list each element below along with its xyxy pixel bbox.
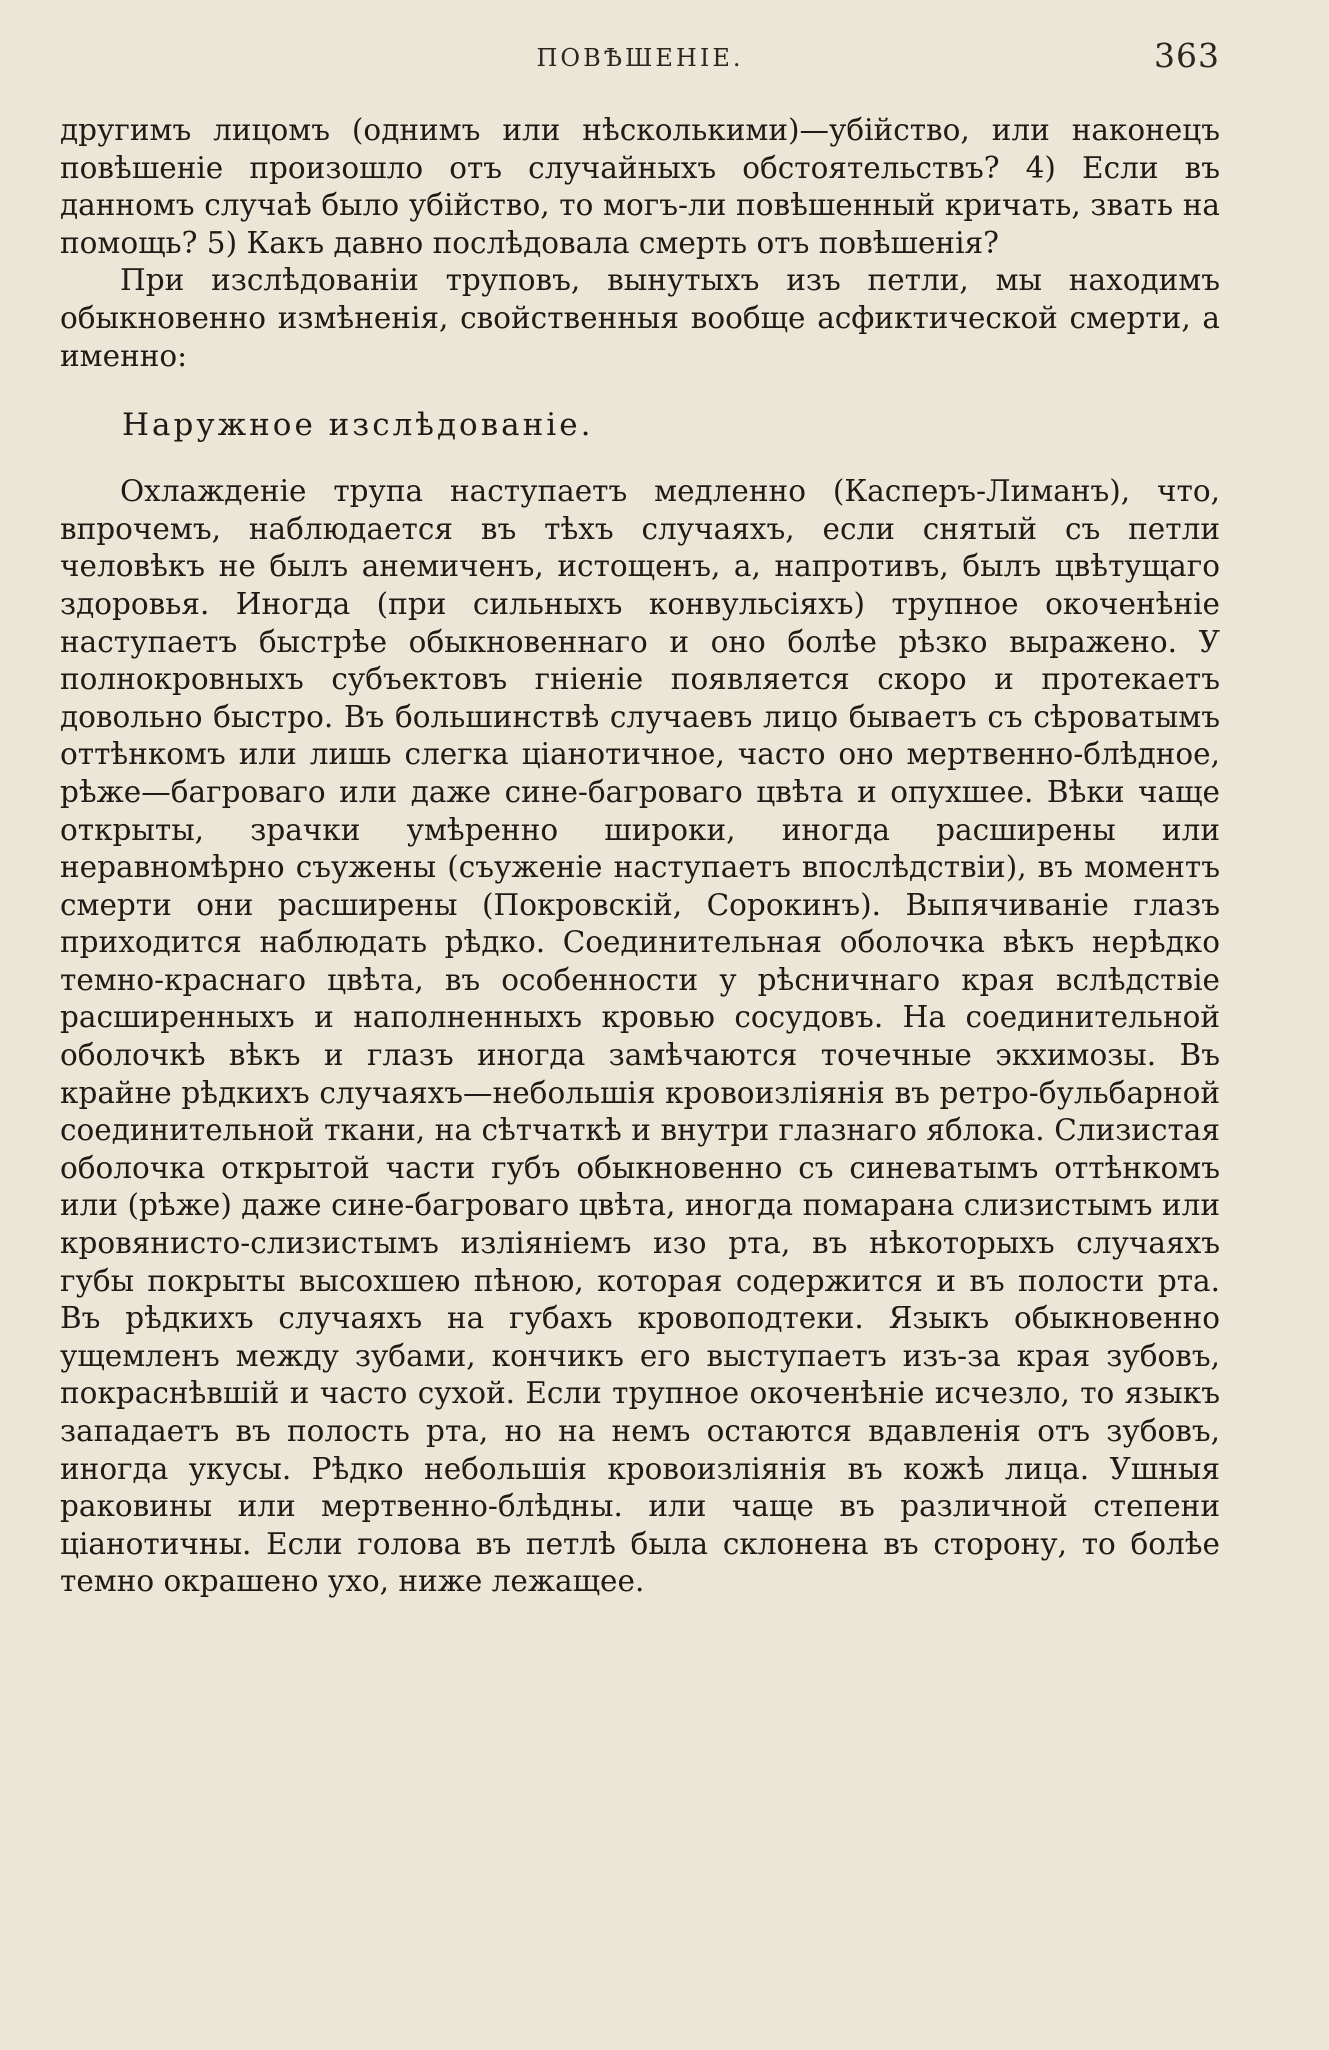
paragraph-external-examination: Охлажденіе трупа наступаетъ медленно (Касперъ-Лиманъ), что, впрочемъ, наблюдается въ тѣхъ случаяхъ, если снятый съ петли человѣкъ не былъ анемиченъ, истощенъ, а, напротивъ, былъ цвѣтущаго здоровья. Иногда (при сильныхъ конвульсіяхъ) трупное окоченѣніе наступаетъ быстрѣе обыкновеннаго и оно болѣе рѣзко выражено. У полнокровныхъ субъектовъ гніеніе появляется скоро и протекаетъ довольно быстро. Въ большинствѣ случаевъ лицо бываетъ съ сѣроватымъ оттѣнкомъ или лишь слегка ціанотичное, часто оно мертвенно-блѣдное, рѣже—багроваго или даже сине-багроваго цвѣта и опухшее. Вѣки чаще открыты, зрачки умѣренно широки, иногда расширены или неравномѣрно съужены (съуженіе наступаетъ впослѣдствіи), въ моментъ смерти они расширены (Покровскій, Сорокинъ). Выпячиваніе глазъ приходится наблюдать рѣдко. Соединительная оболочка вѣкъ нерѣдко темно-краснаго цвѣта, въ особенности у рѣсничнаго края вслѣдствіе расширенныхъ и наполненныхъ кровью сосудовъ. На соединительной оболочкѣ вѣкъ и глазъ иногда замѣчаются точечные экхимозы. Въ крайне рѣдкихъ случаяхъ—небольшія кровоизліянія въ ретро-бульбарной соединительной ткани, на сѣтчаткѣ и внутри глазнаго яблока. Слизистая оболочка открытой части губъ обыкновенно съ синеватымъ оттѣнкомъ или (рѣже) даже сине-багроваго цвѣта, иногда помарана слизистымъ или кровянисто-слизистымъ изліяніемъ изо рта, въ нѣкоторыхъ случаяхъ губы покрыты высохшею пѣною, которая содержится и въ полости рта. Въ рѣдкихъ случаяхъ на губахъ кровоподтеки. Языкъ обыкновенно ущемленъ между зубами, кончикъ его выступаетъ изъ-за края зубовъ, покраснѣвшій и часто сухой. Если трупное окоченѣніе исчезло, то языкъ западаетъ въ полость рта, но на немъ остаются вдавленія отъ зубовъ, иногда укусы. Рѣдко небольшія кровоизліянія въ кожѣ лица. Ушныя раковины или мертвенно-блѣдны. или чаще въ различной степени ціанотичны. Если голова въ петлѣ была склонена въ сторону, то болѣе темно окрашено ухо, ниже лежащее.: [60, 474, 1220, 1599]
book-page: [60, 30, 1220, 2020]
running-title: ПОВѢШЕНІЕ.: [536, 44, 744, 72]
page-number: 363: [1154, 36, 1220, 75]
page-body: [60, 112, 1220, 1601]
paragraph-intro: При изслѣдованіи труповъ, вынутыхъ изъ петли, мы находимъ обыкновенно измѣненія, свойственныя вообще асфиктической смерти, а именно:: [60, 263, 1220, 373]
section-heading: Наружное изслѣдованіе.: [122, 407, 594, 444]
running-header: [60, 30, 1220, 88]
paragraph-continuation: другимъ лицомъ (однимъ или нѣсколькими)—убійство, или наконецъ повѣшеніе произошло отъ случайныхъ обстоятельствъ? 4) Если въ данномъ случаѣ было убійство, то могъ-ли повѣшенный кричать, звать на помощь? 5) Какъ давно послѣдовала смерть отъ повѣшенія?: [60, 113, 1220, 260]
